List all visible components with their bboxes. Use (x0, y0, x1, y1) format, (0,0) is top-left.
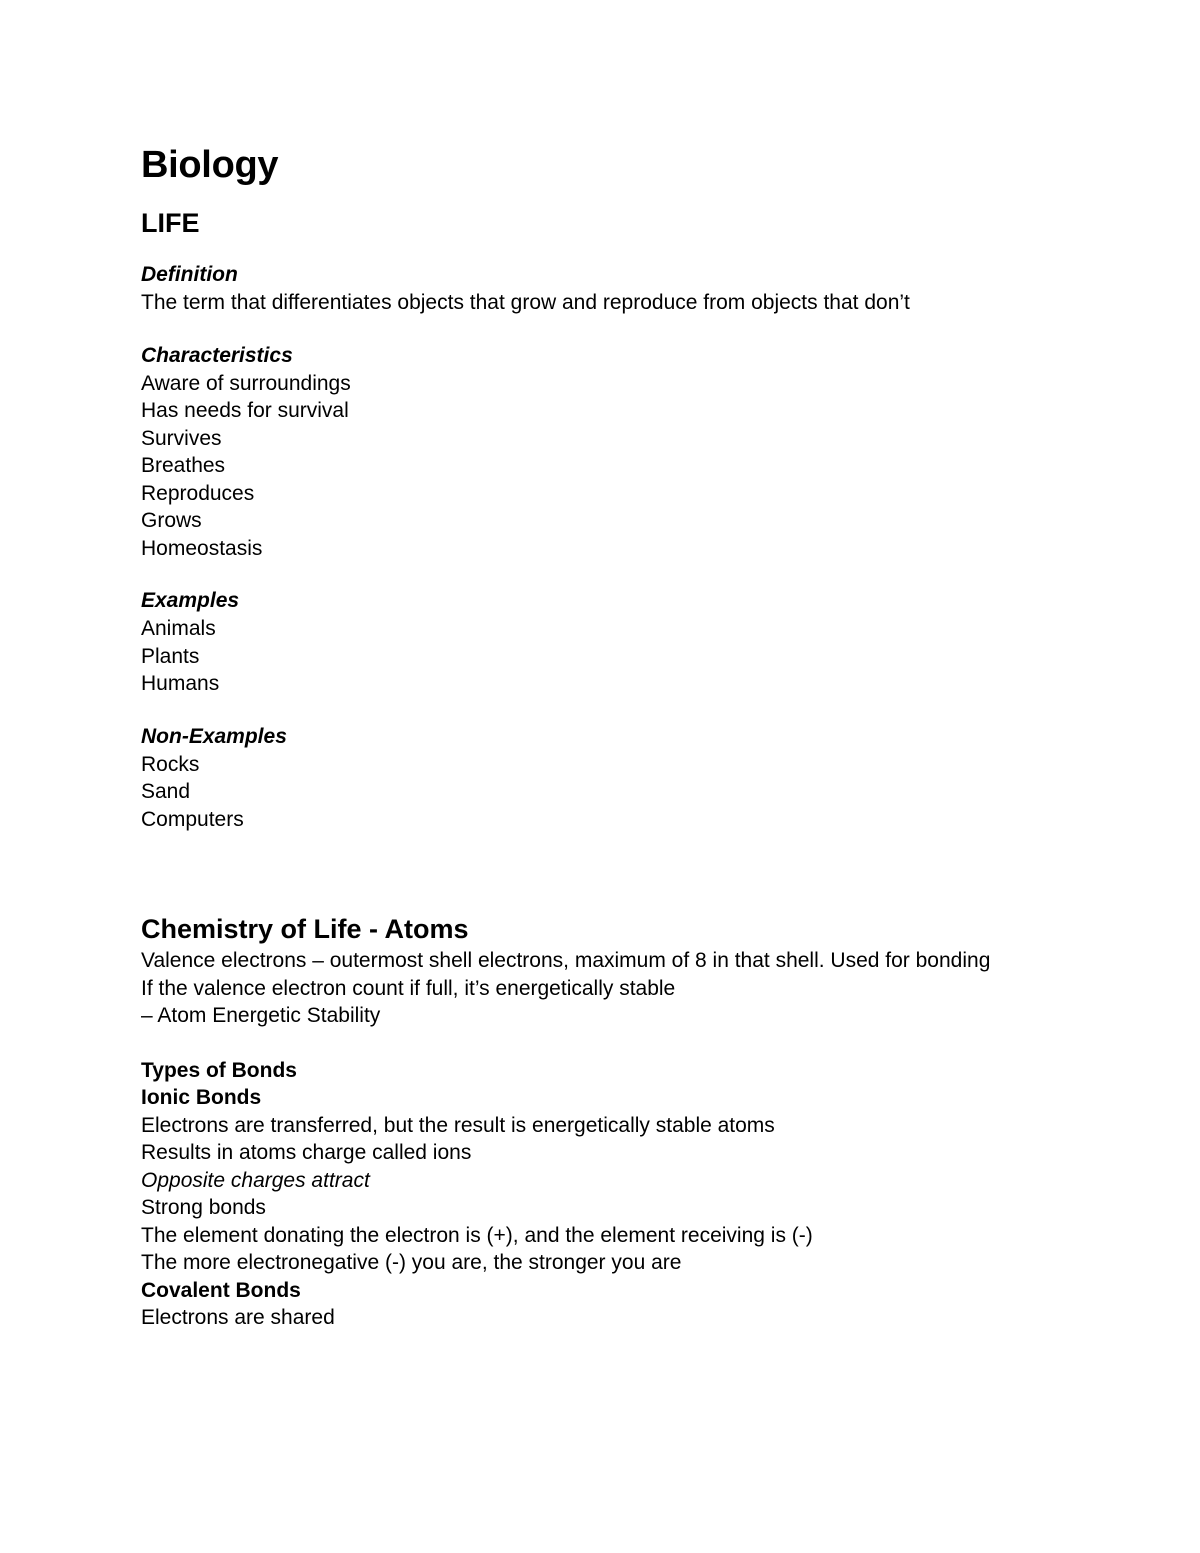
list-item: Homeostasis (141, 536, 263, 560)
list-item: Results in atoms charge called ions (141, 1141, 472, 1164)
valence-text: Valence electrons – outermost shell electrons, maximum of 8 in that shell. Used for bonding (141, 949, 991, 972)
stability-item: – Atom Energetic Stability (141, 1004, 381, 1027)
characteristics-label: Characteristics (141, 343, 293, 367)
bonds-heading: Types of Bonds (141, 1058, 297, 1082)
characteristics-list (141, 370, 1071, 563)
document-title: Biology (141, 144, 279, 186)
list-item: Breathes (141, 454, 226, 477)
list-item: Strong bonds (141, 1196, 266, 1219)
list-item: Plants (141, 644, 200, 668)
definition-label: Definition (141, 263, 238, 286)
list-item: Sand (141, 780, 191, 803)
covalent-heading: Covalent Bonds (141, 1278, 301, 1302)
ionic-heading: Ionic Bonds (141, 1086, 262, 1109)
examples-list (141, 615, 1071, 698)
list-item: Electrons are shared (141, 1306, 335, 1329)
life-heading: LIFE (141, 208, 200, 238)
stable-text: If the valence electron count if full, it’s energetically stable (141, 976, 676, 1000)
non-examples-list (141, 751, 1071, 834)
examples-label: Examples (141, 589, 240, 612)
list-item: The more electronegative (-) you are, the stronger you are (141, 1251, 682, 1274)
chemistry-heading: Chemistry of Life - Atoms (141, 914, 469, 944)
non-examples-label: Non-Examples (141, 724, 287, 748)
ionic-list (141, 1112, 1071, 1277)
list-item: Computers (141, 807, 244, 831)
list-item: Survives (141, 426, 222, 450)
document-page (141, 140, 1071, 1332)
definition-text: The term that differentiates objects that grow and reproduce from objects that don’t (141, 291, 910, 314)
list-item: Has needs for survival (141, 399, 349, 422)
list-item: Humans (141, 672, 220, 695)
list-item: The element donating the electron is (+), and the element receiving is (-) (141, 1223, 813, 1247)
list-item: Animals (141, 617, 216, 640)
list-item: Opposite charges attract (141, 1168, 370, 1192)
list-item: Aware of surroundings (141, 371, 351, 395)
list-item: Grows (141, 509, 202, 532)
list-item: Rocks (141, 752, 200, 776)
covalent-list (141, 1304, 1071, 1332)
list-item: Reproduces (141, 481, 255, 505)
list-item: Electrons are transferred, but the result is energetically stable atoms (141, 1113, 775, 1137)
